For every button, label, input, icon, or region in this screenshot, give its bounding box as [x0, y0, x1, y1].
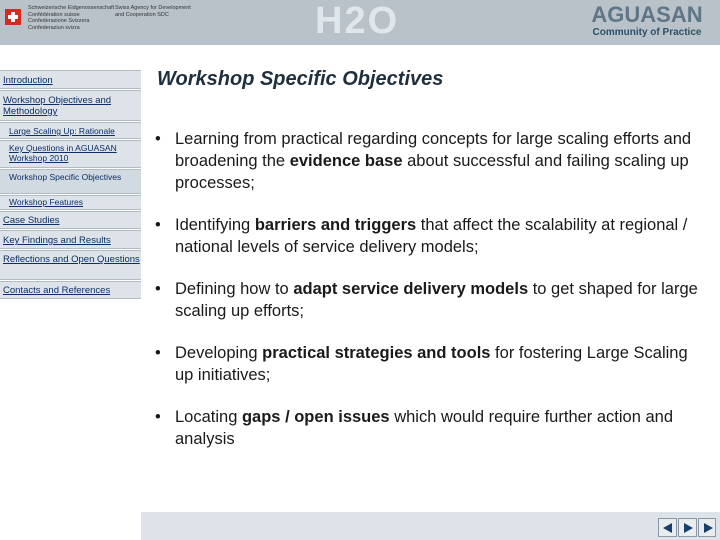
header-banner — [0, 0, 720, 45]
footer-bar — [141, 512, 720, 540]
previous-slide-button[interactable] — [658, 518, 677, 537]
sidebar-item-objectives-methodology[interactable]: Workshop Objectives and Methodology — [0, 90, 141, 121]
aguasan-logo — [582, 3, 712, 39]
sidebar-item-case-studies[interactable]: Case Studies — [0, 211, 141, 229]
sidebar-item-key-findings[interactable]: Key Findings and Results — [0, 230, 141, 249]
sidebar — [0, 45, 141, 540]
objectives-list — [151, 128, 706, 470]
sidebar-item-specific-objectives[interactable]: Workshop Specific Objectives — [0, 169, 141, 194]
triangle-right-icon — [684, 523, 693, 533]
bullet-icon: • — [155, 344, 161, 362]
triangle-right-end-icon — [704, 523, 713, 533]
sidebar-item-reflections[interactable]: Reflections and Open Questions — [0, 250, 141, 280]
agency-text: Swiss Agency for Development and Cooperation SDC — [115, 5, 191, 18]
list-item: • Defining how to adapt service delivery models to get shaped for large scaling up efforts; — [155, 280, 698, 320]
federation-text: Schweizerische Eidgenossenschaft Confédération suisse Confederazione Svizzera Confederaziun svizra — [28, 5, 115, 31]
bullet-icon: • — [155, 130, 161, 148]
brand-subtitle: Community of Practice — [592, 27, 702, 38]
swiss-flag-icon — [5, 9, 21, 25]
bullet-icon: • — [155, 280, 161, 298]
page-title: Workshop Specific Objectives — [157, 68, 444, 90]
h2o-logo: H2O — [315, 0, 400, 42]
sidebar-item-contacts[interactable]: Contacts and References — [0, 281, 141, 299]
triangle-left-icon — [663, 523, 672, 533]
list-item: • Developing practical strategies and tools for fostering Large Scaling up initiatives; — [155, 344, 688, 384]
sidebar-item-key-questions[interactable]: Key Questions in AGUASAN Workshop 2010 — [0, 140, 141, 168]
sidebar-item-workshop-features[interactable]: Workshop Features — [0, 195, 141, 210]
bullet-icon: • — [155, 216, 161, 234]
list-item: • Locating gaps / open issues which would require further action and analysis — [155, 408, 674, 448]
brand-title: AGUASAN — [591, 2, 703, 27]
end-slide-button[interactable] — [698, 518, 716, 537]
sidebar-item-introduction[interactable]: Introduction — [0, 70, 141, 89]
next-slide-button[interactable] — [678, 518, 697, 537]
sidebar-item-large-scaling-rationale[interactable]: Large Scaling Up: Rationale — [0, 122, 141, 139]
list-item: • Identifying barriers and triggers that affect the scalability at regional / national levels of service delivery models; — [155, 216, 688, 256]
list-item: • Learning from practical regarding concepts for large scaling efforts and broadening the evidence base about successful and failing scaling up processes; — [155, 130, 692, 192]
main-content — [141, 45, 720, 512]
bullet-icon: • — [155, 408, 161, 426]
